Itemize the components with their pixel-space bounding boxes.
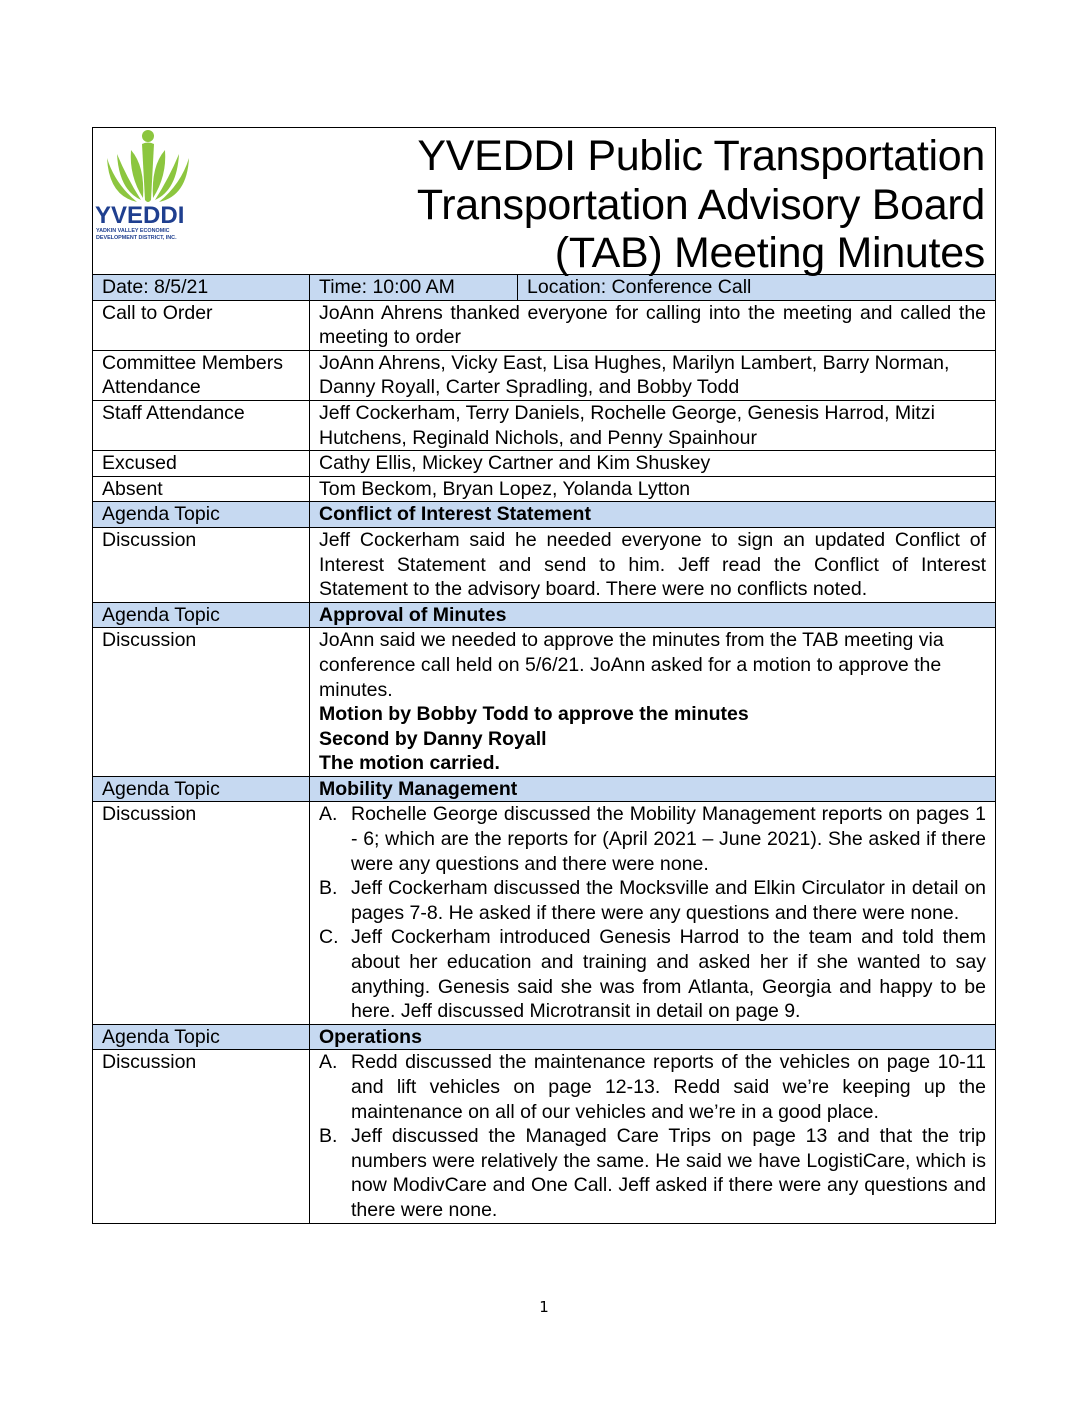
document-title: [417, 132, 985, 278]
header-row: [93, 128, 996, 275]
discussion-content: [310, 628, 996, 777]
info-label: Staff Attendance: [93, 400, 310, 450]
info-row-absent: [93, 476, 996, 502]
info-label: Absent: [93, 476, 310, 502]
list-item-text: Jeff Cockerham discussed the Mocksville and Elkin Circulator in detail on pages 7-8. He asked if there were any questions and there were none.: [351, 877, 987, 924]
discussion-row: [93, 1050, 996, 1223]
info-text: JoAnn Ahrens thanked everyone for calling into the meeting and called the meeting to order: [310, 300, 996, 350]
motion-line: Motion by Bobby Todd to approve the minutes: [319, 703, 749, 726]
list-item: [319, 876, 986, 925]
list-marker: C.: [319, 926, 339, 949]
discussion-text: Jeff Cockerham said he needed everyone to sign an updated Conflict of Interest Statement and send to him. Jeff read the Conflict of Interest Statement to the advisory board. There were no conflicts noted.: [310, 527, 996, 602]
title-line-3: (TAB) Meeting Minutes: [554, 229, 986, 277]
page-number: 1: [539, 1298, 549, 1316]
result-line: The motion carried.: [319, 752, 500, 775]
discussion-row: [93, 628, 996, 777]
list-item: [319, 1124, 986, 1222]
discussion-list: [319, 1050, 986, 1222]
info-label: Excused: [93, 451, 310, 477]
list-marker: B.: [319, 877, 338, 900]
agenda-topic-row: [93, 602, 996, 628]
second-line: Second by Danny Royall: [319, 727, 547, 750]
title-line-2: Transportation Advisory Board: [416, 180, 986, 229]
meta-row: [93, 275, 996, 301]
minutes-table: [92, 127, 996, 1224]
agenda-topic-title: Approval of Minutes: [310, 602, 996, 628]
discussion-content: [310, 1050, 996, 1223]
list-marker: B.: [319, 1125, 338, 1148]
agenda-topic-row: [93, 776, 996, 802]
agenda-topic-row: [93, 1024, 996, 1050]
list-item: [319, 802, 986, 876]
list-item-text: Redd discussed the maintenance reports of the vehicles on page 10-11 and lift vehicles on page 12-13. Redd said we’re keeping up the maintenance on all of our vehicles and we’re in a good place.: [351, 1051, 987, 1123]
info-label: Call to Order: [93, 300, 310, 350]
logo-figure-icon: [107, 130, 189, 202]
yveddi-logo: [93, 128, 203, 248]
logo-name: YVEDDI: [95, 202, 185, 229]
agenda-label: Agenda Topic: [93, 602, 310, 628]
list-marker: A.: [319, 1051, 338, 1074]
info-text: Jeff Cockerham, Terry Daniels, Rochelle George, Genesis Harrod, Mitzi Hutchens, Reginald Nichols, and Penny Spainhour: [310, 400, 996, 450]
meta-location: Location: Conference Call: [518, 275, 996, 301]
logo-tagline-2: DEVELOPMENT DISTRICT, INC.: [96, 235, 177, 241]
logo-tagline-1: YADKIN VALLEY ECONOMIC: [96, 228, 170, 234]
title-line-1: YVEDDI Public Transportation: [417, 132, 986, 180]
discussion-label: Discussion: [93, 628, 310, 777]
list-item: [319, 1050, 986, 1124]
discussion-label: Discussion: [93, 802, 310, 1024]
list-item-text: Jeff Cockerham introduced Genesis Harrod to the team and told them about her education and training and asked her if she wanted to say anything. Genesis said she was from Atlanta, Georgia and happy to be here. Jeff discussed Microtransit in detail on page 9.: [351, 926, 987, 1023]
list-marker: A.: [319, 803, 338, 826]
discussion-row: [93, 802, 996, 1024]
info-text: Tom Beckom, Bryan Lopez, Yolanda Lytton: [310, 476, 996, 502]
agenda-label: Agenda Topic: [93, 776, 310, 802]
header-cell: [93, 128, 996, 275]
info-row-call-to-order: [93, 300, 996, 350]
agenda-topic-title: Operations: [310, 1024, 996, 1050]
agenda-topic-title: Conflict of Interest Statement: [310, 502, 996, 528]
info-row-staff-attendance: [93, 400, 996, 450]
info-text: Cathy Ellis, Mickey Cartner and Kim Shuskey: [310, 451, 996, 477]
agenda-topic-row: [93, 502, 996, 528]
list-item-text: Rochelle George discussed the Mobility Management reports on pages 1 - 6; which are the reports for (April 2021 – June 2021). She asked if there were any questions and there were none.: [351, 803, 987, 875]
discussion-list: [319, 802, 986, 1023]
discussion-label: Discussion: [93, 527, 310, 602]
discussion-row: [93, 527, 996, 602]
agenda-topic-title: Mobility Management: [310, 776, 996, 802]
meta-time: Time: 10:00 AM: [310, 275, 518, 301]
agenda-label: Agenda Topic: [93, 1024, 310, 1050]
info-label: Committee Members Attendance: [93, 350, 310, 400]
list-item-text: Jeff discussed the Managed Care Trips on page 13 and that the trip numbers were relatively the same. He said we have LogistiCare, which is now ModivCare and One Call. Jeff asked if there were any questions and there were none.: [351, 1125, 987, 1221]
info-text: JoAnn Ahrens, Vicky East, Lisa Hughes, Marilyn Lambert, Barry Norman, Danny Royall, Carter Spradling, and Bobby Todd: [310, 350, 996, 400]
discussion-text: JoAnn said we needed to approve the minutes from the TAB meeting via conference call held on 5/6/21. JoAnn asked for a motion to approve the minutes.: [319, 629, 944, 701]
discussion-content: [310, 802, 996, 1024]
meta-date: Date: 8/5/21: [93, 275, 310, 301]
discussion-label: Discussion: [93, 1050, 310, 1223]
list-item: [319, 925, 986, 1023]
info-row-committee-members: [93, 350, 996, 400]
agenda-label: Agenda Topic: [93, 502, 310, 528]
info-row-excused: [93, 451, 996, 477]
